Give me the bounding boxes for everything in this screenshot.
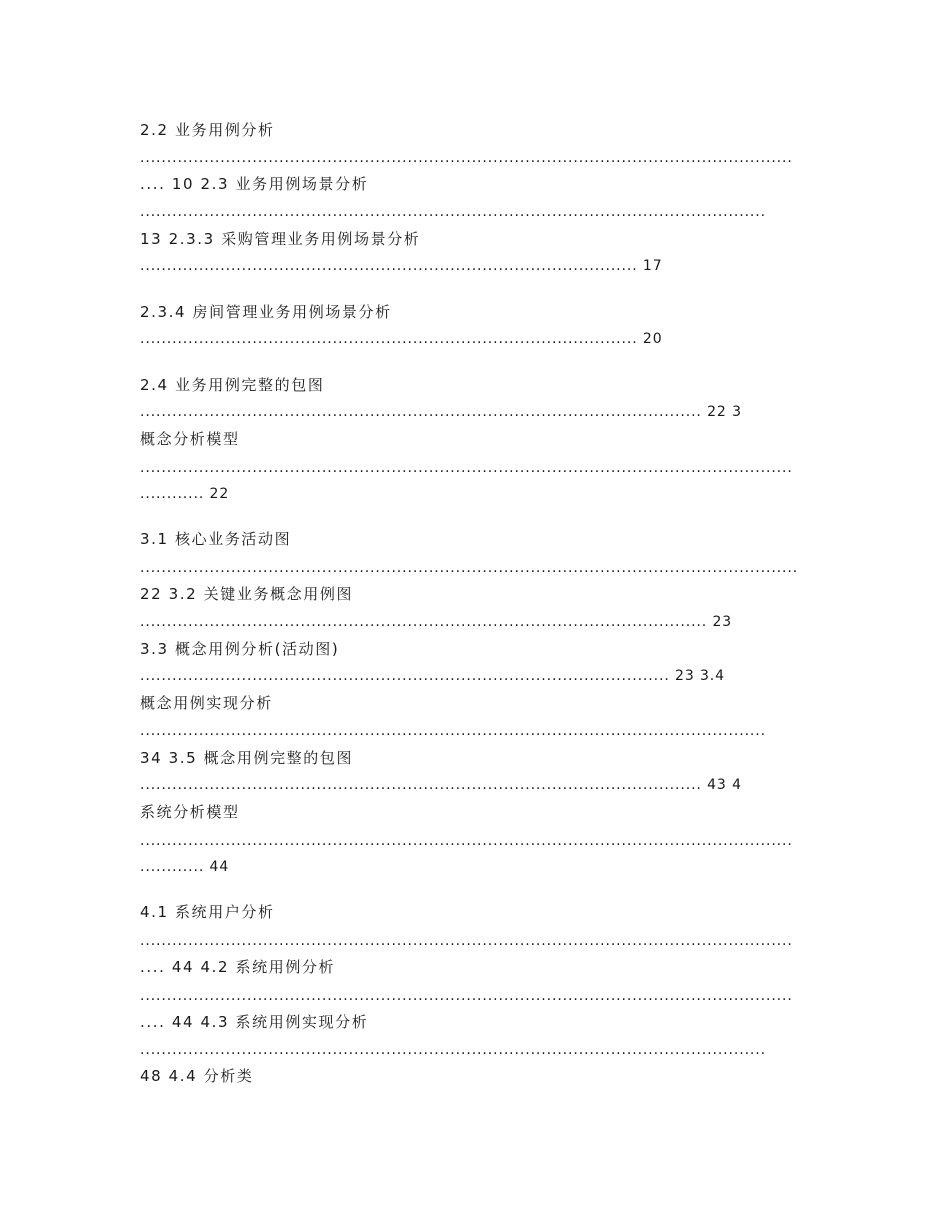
- toc-leader-dots-page: ............ 22: [140, 486, 230, 502]
- toc-entry-4: 系统分析模型: [140, 803, 240, 821]
- toc-leader-dots-page: .......................................................................................................... 23: [140, 614, 733, 630]
- toc-leader-dots-page: ............................................................................................. 20: [140, 331, 663, 347]
- toc-leader-dots: ..........................................................................................................................: [140, 833, 793, 849]
- toc-entry-2-4: 2.4 业务用例完整的包图: [140, 376, 325, 394]
- toc-entry-3: 概念分析模型: [140, 430, 240, 448]
- toc-entry-4-2: .... 44 4.2 系统用例分析: [140, 958, 336, 976]
- toc-leader-dots: .....................................................................................................................: [140, 1042, 766, 1058]
- toc-leader-dots-page: ......................................................................................................... 43 4: [140, 777, 742, 793]
- toc-leader-dots: ..........................................................................................................................: [140, 150, 793, 166]
- toc-leader-dots-page: ................................................................................................... 23 3.4: [140, 668, 725, 684]
- toc-leader-dots: ...........................................................................................................................: [140, 560, 799, 576]
- toc-entry-3-3: 3.3 概念用例分析(活动图): [140, 640, 340, 658]
- toc-entry-3-1: 3.1 核心业务活动图: [140, 530, 292, 548]
- toc-entry-3-4: 概念用例实现分析: [140, 694, 273, 712]
- toc-leader-dots: ..........................................................................................................................: [140, 933, 793, 949]
- toc-leader-dots: ..........................................................................................................................: [140, 460, 793, 476]
- toc-entry-2-2: 2.2 业务用例分析: [140, 121, 275, 139]
- toc-entry-4-3: .... 44 4.3 系统用例实现分析: [140, 1013, 369, 1031]
- toc-leader-dots: .....................................................................................................................: [140, 723, 766, 739]
- toc-leader-dots-page: ............................................................................................. 17: [140, 258, 663, 274]
- toc-entry-2-3-3: 13 2.3.3 采购管理业务用例场景分析: [140, 230, 421, 248]
- toc-entry-4-1: 4.1 系统用户分析: [140, 903, 275, 921]
- toc-entry-2-3: .... 10 2.3 业务用例场景分析: [140, 175, 369, 193]
- toc-leader-dots-page: ............ 44: [140, 859, 230, 875]
- toc-leader-dots-page: ......................................................................................................... 22 3: [140, 404, 742, 420]
- toc-leader-dots: .....................................................................................................................: [140, 204, 766, 220]
- toc-leader-dots: ..........................................................................................................................: [140, 988, 793, 1004]
- toc-entry-3-2: 22 3.2 关键业务概念用例图: [140, 585, 354, 603]
- toc-entry-4-4: 48 4.4 分析类: [140, 1067, 254, 1085]
- toc-entry-2-3-4: 2.3.4 房间管理业务用例场景分析: [140, 303, 392, 321]
- toc-entry-3-5: 34 3.5 概念用例完整的包图: [140, 749, 354, 767]
